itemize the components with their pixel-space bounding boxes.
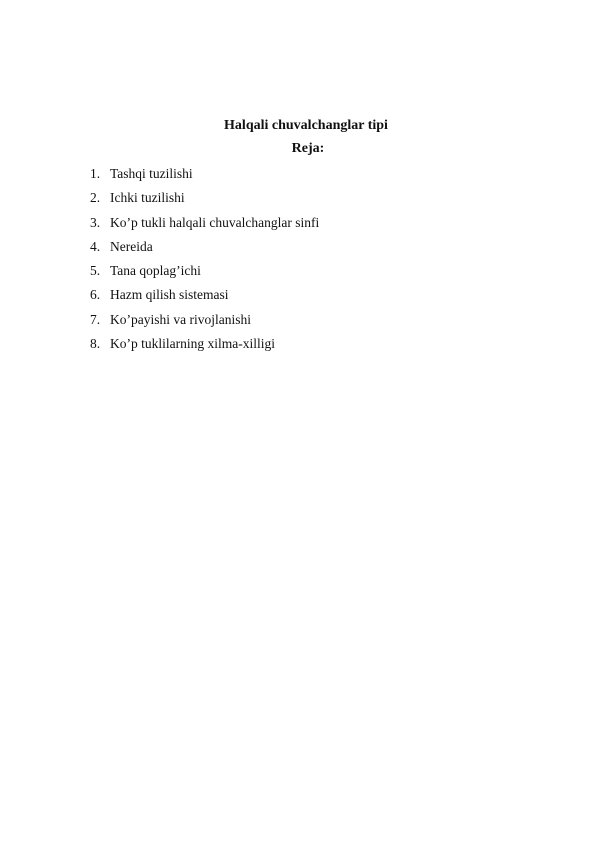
plan-item-text: Ko’p tuklilarning xilma-xilligi — [110, 336, 275, 352]
plan-item-7 — [90, 312, 319, 336]
plan-item-text: Tana qoplag’ichi — [110, 263, 201, 279]
plan-heading: Reja: — [291, 141, 325, 156]
plan-item-text: Nereida — [110, 238, 153, 254]
plan-item-number: 8. — [90, 336, 101, 352]
plan-item-number: 1. — [90, 166, 101, 181]
plan-item-text: Hazm qilish sistemasi — [110, 287, 229, 303]
plan-item-text: Ichki tuzilishi — [110, 190, 185, 206]
plan-item-number: 2. — [90, 190, 101, 206]
plan-item-3 — [90, 215, 319, 239]
plan-item-2 — [90, 190, 319, 214]
plan-item-1 — [90, 166, 319, 190]
plan-item-5 — [90, 263, 319, 287]
plan-item-number: 5. — [90, 263, 101, 279]
plan-item-8 — [90, 336, 319, 360]
plan-item-number: 4. — [90, 238, 101, 254]
plan-item-4 — [90, 239, 319, 263]
plan-item-text: Ko’payishi va rivojlanishi — [110, 311, 251, 327]
plan-item-text: Ko’p tukli halqali chuvalchanglar sinfi — [110, 214, 320, 230]
plan-list — [90, 166, 319, 360]
document-title: Halqali chuvalchanglar tipi — [224, 118, 388, 133]
plan-item-number: 7. — [90, 311, 101, 327]
plan-item-number: 6. — [90, 287, 101, 303]
plan-item-text: Tashqi tuzilishi — [110, 166, 193, 181]
plan-item-number: 3. — [90, 214, 101, 230]
plan-item-6 — [90, 287, 319, 311]
